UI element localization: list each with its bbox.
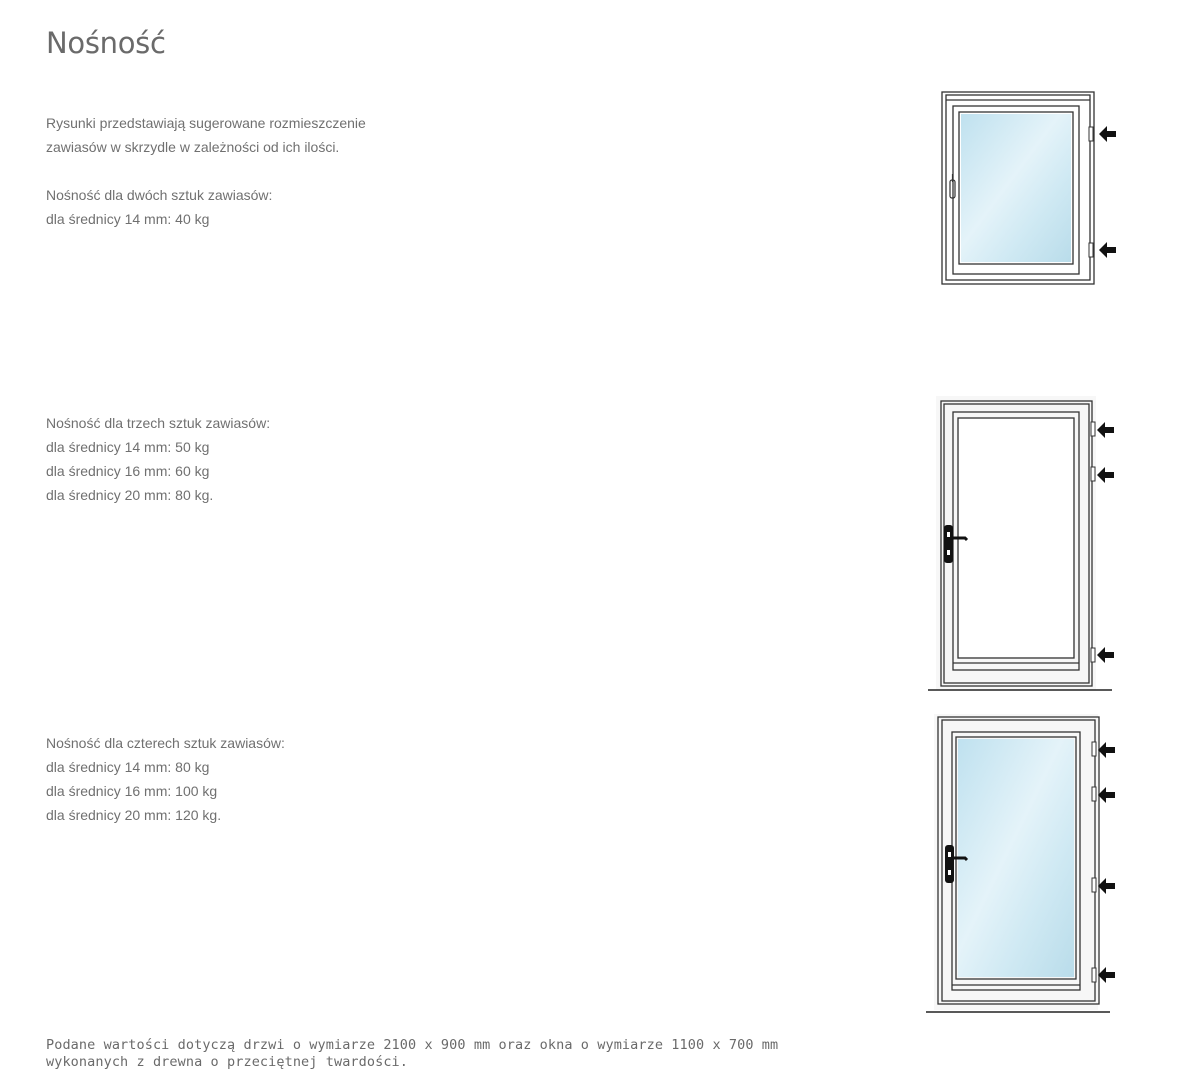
two-hinges-row-14mm: dla średnicy 14 mm: 40 kg bbox=[46, 211, 210, 227]
three-hinges-row-20mm: dla średnicy 20 mm: 80 kg. bbox=[46, 487, 214, 503]
door-three-hinges-illustration bbox=[925, 392, 1125, 697]
two-hinges-heading: Nośność dla dwóch sztuk zawiasów: bbox=[46, 187, 273, 203]
door-four-hinges-illustration bbox=[920, 712, 1125, 1017]
arrow-icon bbox=[1098, 742, 1115, 983]
arrow-icon bbox=[1099, 126, 1116, 258]
footer-line-1: Podane wartości dotyczą drzwi o wymiarze 2100 x 900 mm oraz okna o wymiarze 1100 x 700 mm bbox=[46, 1037, 779, 1053]
four-hinges-row-20mm: dla średnicy 20 mm: 120 kg. bbox=[46, 807, 222, 823]
window-glass bbox=[961, 114, 1071, 262]
three-hinges-heading: Nośność dla trzech sztuk zawiasów: bbox=[46, 415, 271, 431]
four-hinges-block bbox=[46, 731, 285, 827]
page-title: Nośność bbox=[46, 26, 166, 60]
three-hinges-block bbox=[46, 411, 270, 507]
four-hinges-row-14mm: dla średnicy 14 mm: 80 kg bbox=[46, 759, 210, 775]
window-two-hinges-illustration bbox=[935, 88, 1125, 293]
intro-line-1: Rysunki przedstawiają sugerowane rozmieszczenie bbox=[46, 115, 366, 131]
three-hinges-row-16mm: dla średnicy 16 mm: 60 kg bbox=[46, 463, 210, 479]
intro-and-two-hinges-block bbox=[46, 111, 366, 231]
door-panel bbox=[959, 419, 1073, 657]
four-hinges-heading: Nośność dla czterech sztuk zawiasów: bbox=[46, 735, 285, 751]
footer-note bbox=[46, 1037, 778, 1071]
intro-line-2: zawiasów w skrzydle w zależności od ich ilości. bbox=[46, 139, 340, 155]
arrow-icon bbox=[1097, 422, 1114, 663]
three-hinges-row-14mm: dla średnicy 14 mm: 50 kg bbox=[46, 439, 210, 455]
door-glass bbox=[958, 739, 1074, 977]
four-hinges-row-16mm: dla średnicy 16 mm: 100 kg bbox=[46, 783, 218, 799]
footer-line-2: wykonanych z drewna o przeciętnej twardości. bbox=[46, 1054, 409, 1070]
